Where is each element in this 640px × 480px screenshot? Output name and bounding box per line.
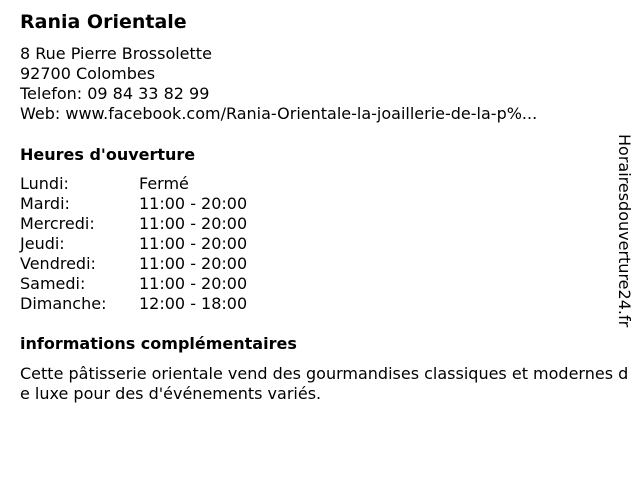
website-link[interactable]: Web: www.facebook.com/Rania-Orientale-la-joaillerie-de-la-p%... <box>20 104 538 123</box>
opening-hours-heading: Heures d'ouverture <box>20 145 196 164</box>
business-contact <box>20 44 537 124</box>
business-name: Rania Orientale <box>20 11 187 33</box>
additional-info-heading: informations complémentaires <box>20 334 297 353</box>
day-label: Samedi: <box>20 274 86 293</box>
day-hours: 11:00 - 20:00 <box>139 254 248 273</box>
day-hours: 11:00 - 20:00 <box>139 274 248 293</box>
day-hours: 12:00 - 18:00 <box>139 294 248 313</box>
phone-number[interactable]: Telefon: 09 84 33 82 99 <box>20 84 210 103</box>
day-hours: Fermé <box>139 174 189 193</box>
day-hours: 11:00 - 20:00 <box>139 214 248 233</box>
day-label: Mercredi: <box>20 214 95 233</box>
additional-info-text: Cette pâtisserie orientale vend des gourmandises classiques et modernes de luxe pour des d'événements variés. <box>20 364 629 403</box>
address-city: 92700 Colombes <box>20 64 156 83</box>
hours-row-friday <box>20 254 247 274</box>
opening-hours-table <box>20 174 247 314</box>
day-label: Mardi: <box>20 194 70 213</box>
hours-row-monday <box>20 174 247 194</box>
hours-row-wednesday <box>20 214 247 234</box>
hours-row-saturday <box>20 274 247 294</box>
hours-row-sunday <box>20 294 247 314</box>
day-label: Vendredi: <box>20 254 96 273</box>
address-street: 8 Rue Pierre Brossolette <box>20 44 212 63</box>
day-hours: 11:00 - 20:00 <box>139 194 248 213</box>
day-label: Dimanche: <box>20 294 107 313</box>
day-label: Jeudi: <box>20 234 65 253</box>
day-label: Lundi: <box>20 174 69 193</box>
hours-row-thursday <box>20 234 247 254</box>
day-hours: 11:00 - 20:00 <box>139 234 248 253</box>
site-watermark: Horairesdouverture24.fr <box>615 134 634 328</box>
hours-row-tuesday <box>20 194 247 214</box>
